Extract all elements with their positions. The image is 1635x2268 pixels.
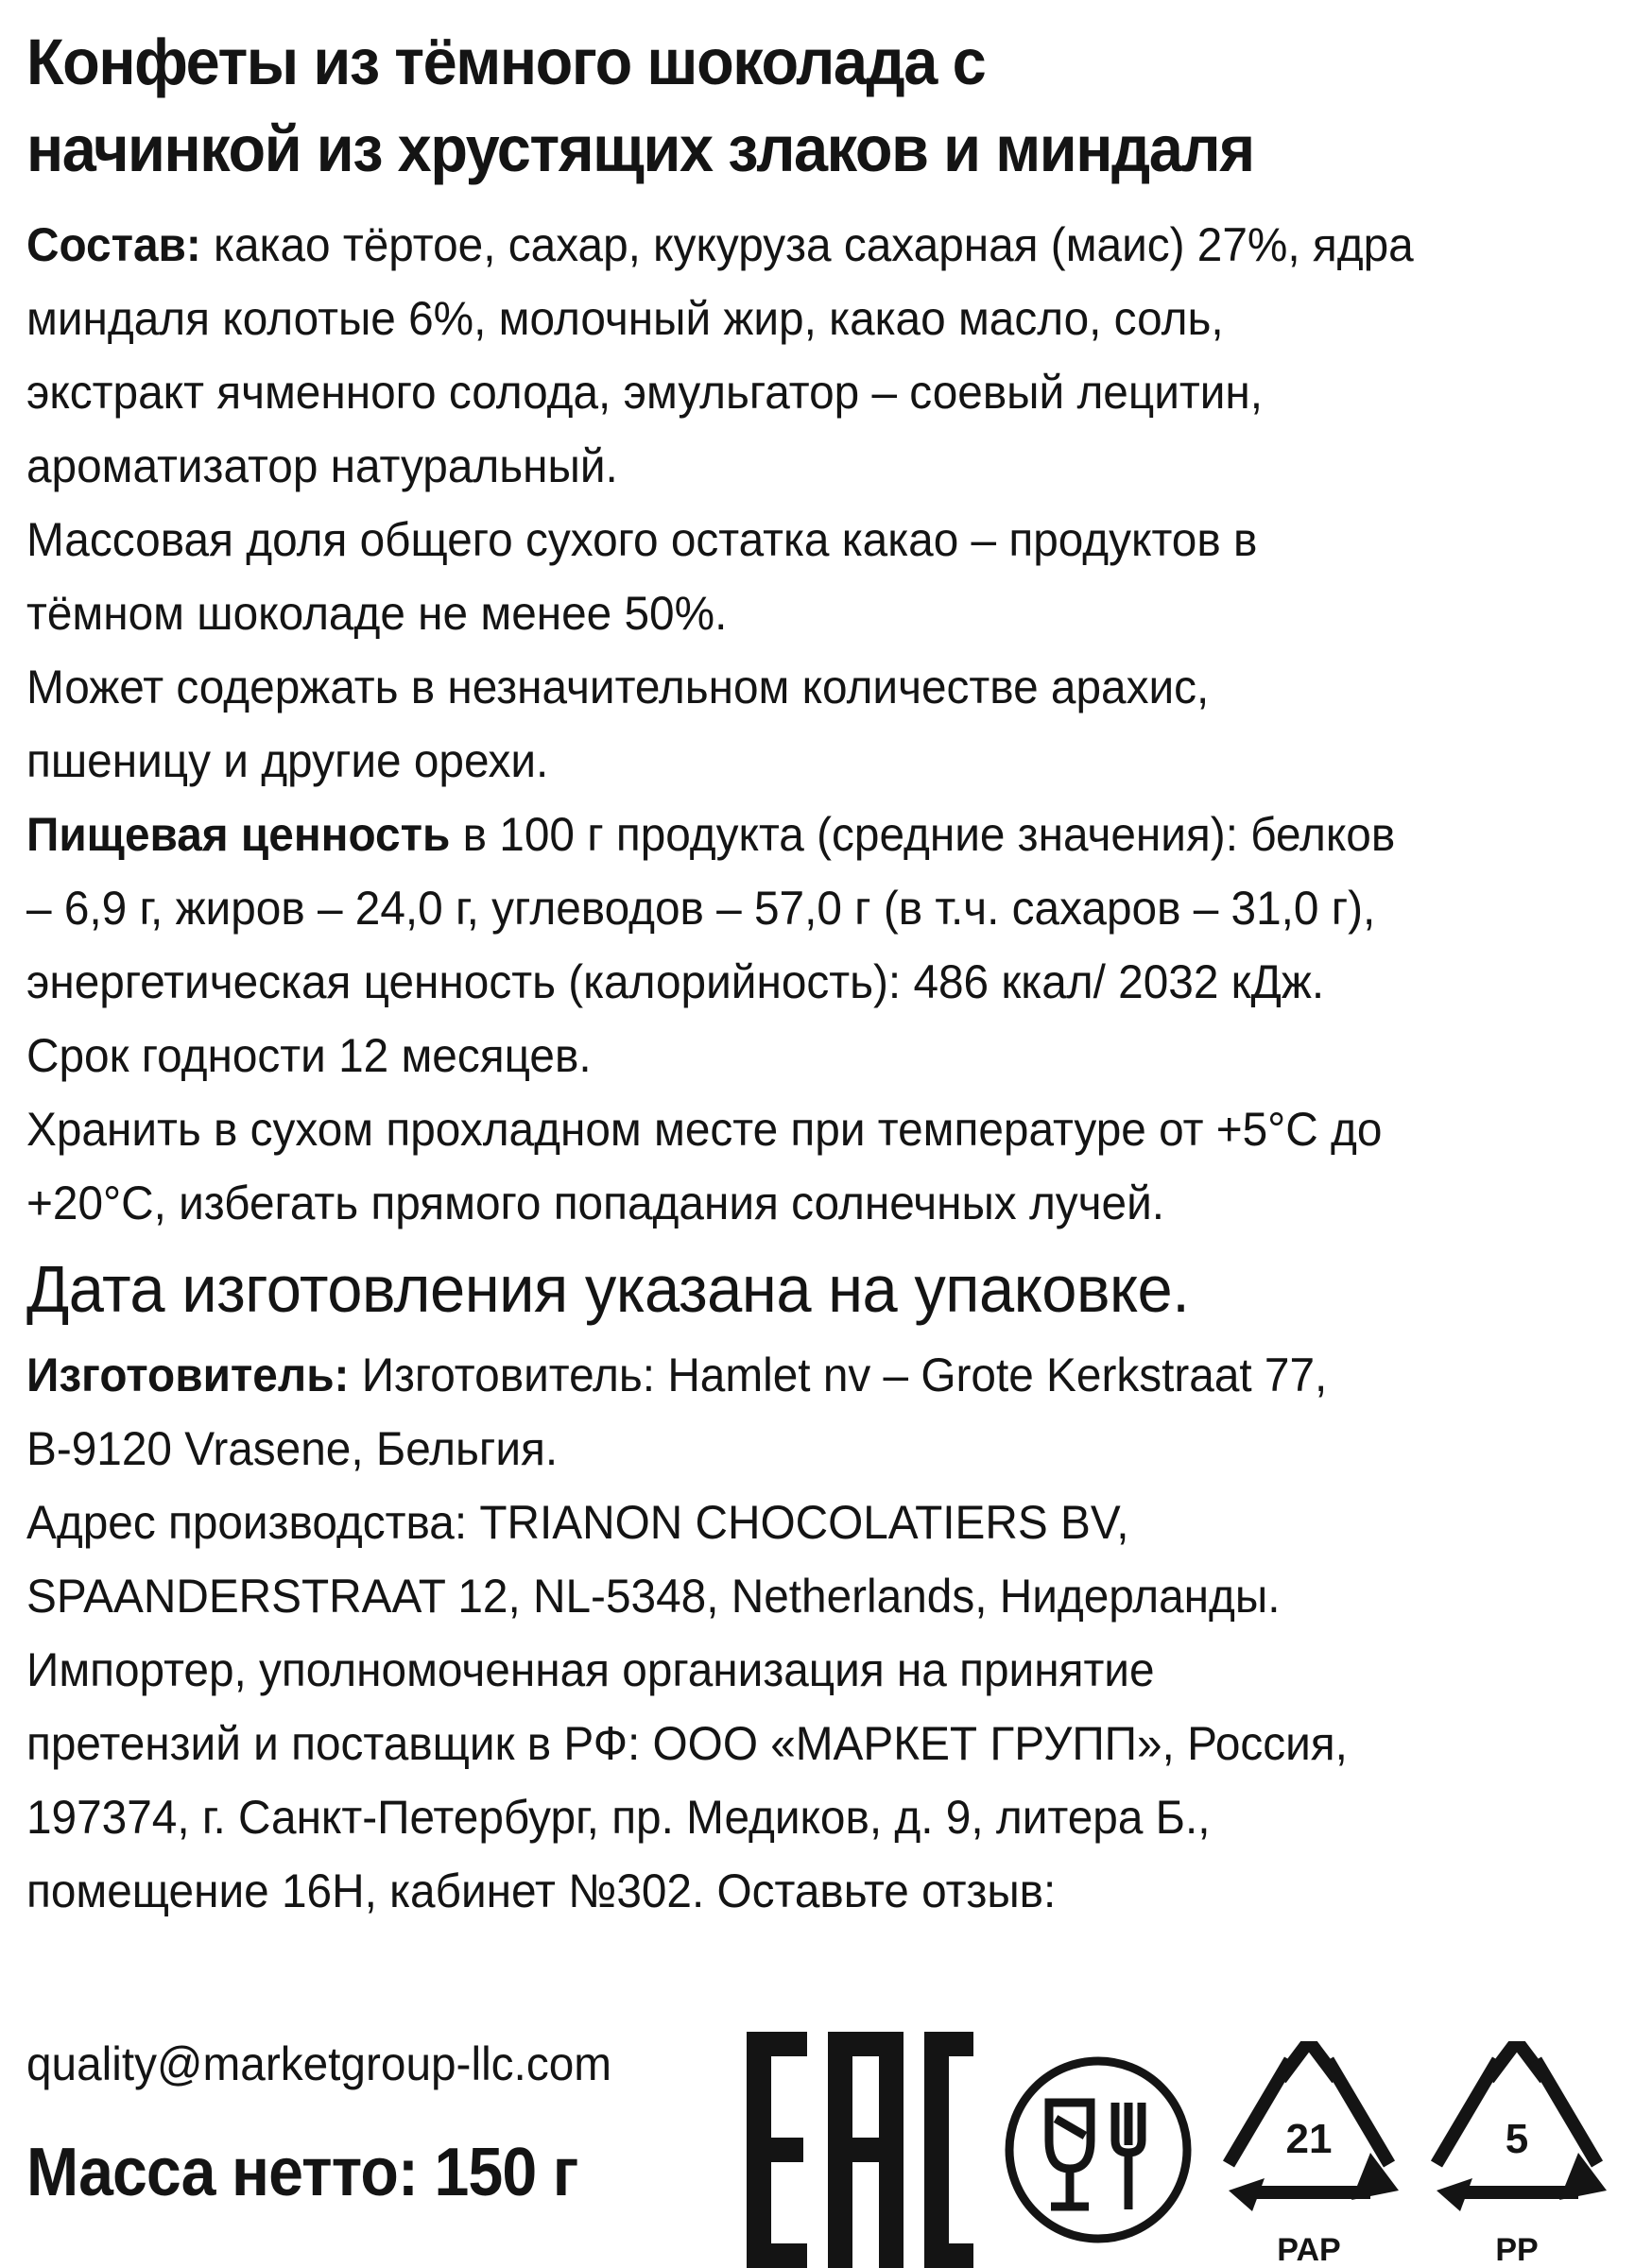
allergens-line: Может содержать в незначительном количестве арахис, <box>26 661 1210 713</box>
shelf-life: Срок годности 12 месяцев. <box>26 1029 592 1082</box>
composition-line: экстракт ячменного солода, эмульгатор – соевый лецитин, <box>26 366 1264 419</box>
importer-line: претензий и поставщик в РФ: ООО «МАРКЕТ ГРУПП», Россия, <box>26 1717 1348 1770</box>
manufacturer-text: Изготовитель: Hamlet nv – Grote Kerkstraat 77, <box>349 1349 1328 1401</box>
product-title-line: Конфеты из тёмного шоколада с <box>26 26 986 98</box>
production-date: Дата изготовления указана на упаковке. <box>26 1252 1190 1326</box>
production-address-line: Адрес производства: TRIANON CHOCOLATIERS BV, <box>26 1496 1129 1549</box>
composition-label: Состав: <box>26 218 201 271</box>
recycle-paper-icon <box>1210 2041 1408 2268</box>
label-body <box>26 208 1615 1928</box>
cocoa-share-line: тёмном шоколаде не менее 50%. <box>26 587 728 640</box>
allergens-line: пшеницу и другие орехи. <box>26 734 549 787</box>
manufacturer-label: Изготовитель: <box>26 1349 350 1401</box>
storage-line: +20°С, избегать прямого попадания солнечных лучей. <box>26 1177 1165 1229</box>
nutrition-line: – 6,9 г, жиров – 24,0 г, углеводов – 57,0 г (в т.ч. сахаров – 31,0 г), <box>26 882 1376 935</box>
composition-line: миндаля колотые 6%, молочный жир, какао масло, соль, <box>26 292 1224 345</box>
composition-line: ароматизатор натуральный. <box>26 439 618 492</box>
recycle-paper-code: PAP <box>1277 2232 1341 2268</box>
recycle-pp-code: PP <box>1495 2232 1539 2268</box>
product-title-line: начинкой из хрустящих злаков и миндаля <box>26 112 1254 185</box>
label-content <box>26 19 1614 1928</box>
importer-line: помещение 16Н, кабинет №302. Оставьте отзыв: <box>26 1864 1057 1917</box>
manufacturer <box>26 1338 1615 1412</box>
composition-text: какао тёртое, сахар, кукуруза сахарная (маис) 27%, ядра <box>200 218 1414 271</box>
product-title <box>26 19 1519 193</box>
importer-email: quality@marketgroup-llc.com <box>26 2037 612 2090</box>
nutrition-text: в 100 г продукта (средние значения): белков <box>450 808 1396 861</box>
recycle-paper-number: 21 <box>1285 2116 1333 2162</box>
cocoa-share-line: Массовая доля общего сухого остатка какао – продуктов в <box>26 513 1258 566</box>
nutrition-label: Пищевая ценность <box>26 808 451 861</box>
nutrition <box>26 798 1615 871</box>
storage-line: Хранить в сухом прохладном месте при температуре от +5°С до <box>26 1103 1383 1156</box>
manufacturer-line: B-9120 Vrasene, Бельгия. <box>26 1422 559 1475</box>
importer-line: 197374, г. Санкт-Петербург, пр. Медиков, д. 9, литера Б., <box>26 1791 1211 1844</box>
net-weight: Масса нетто: 150 г <box>26 2135 578 2210</box>
eac-mark-icon <box>747 2032 973 2268</box>
nutrition-line: энергетическая ценность (калорийность): 486 ккал/ 2032 кДж. <box>26 955 1325 1008</box>
recycle-pp-number: 5 <box>1505 2116 1529 2162</box>
production-address-line: SPAANDERSTRAAT 12, NL-5348, Netherlands, Нидерланды. <box>26 1570 1281 1623</box>
glass-fork-icon <box>1004 2051 1193 2249</box>
composition <box>26 208 1615 282</box>
importer-line: Импортер, уполномоченная организация на принятие <box>26 1643 1155 1696</box>
recycle-pp-icon <box>1418 2041 1616 2268</box>
